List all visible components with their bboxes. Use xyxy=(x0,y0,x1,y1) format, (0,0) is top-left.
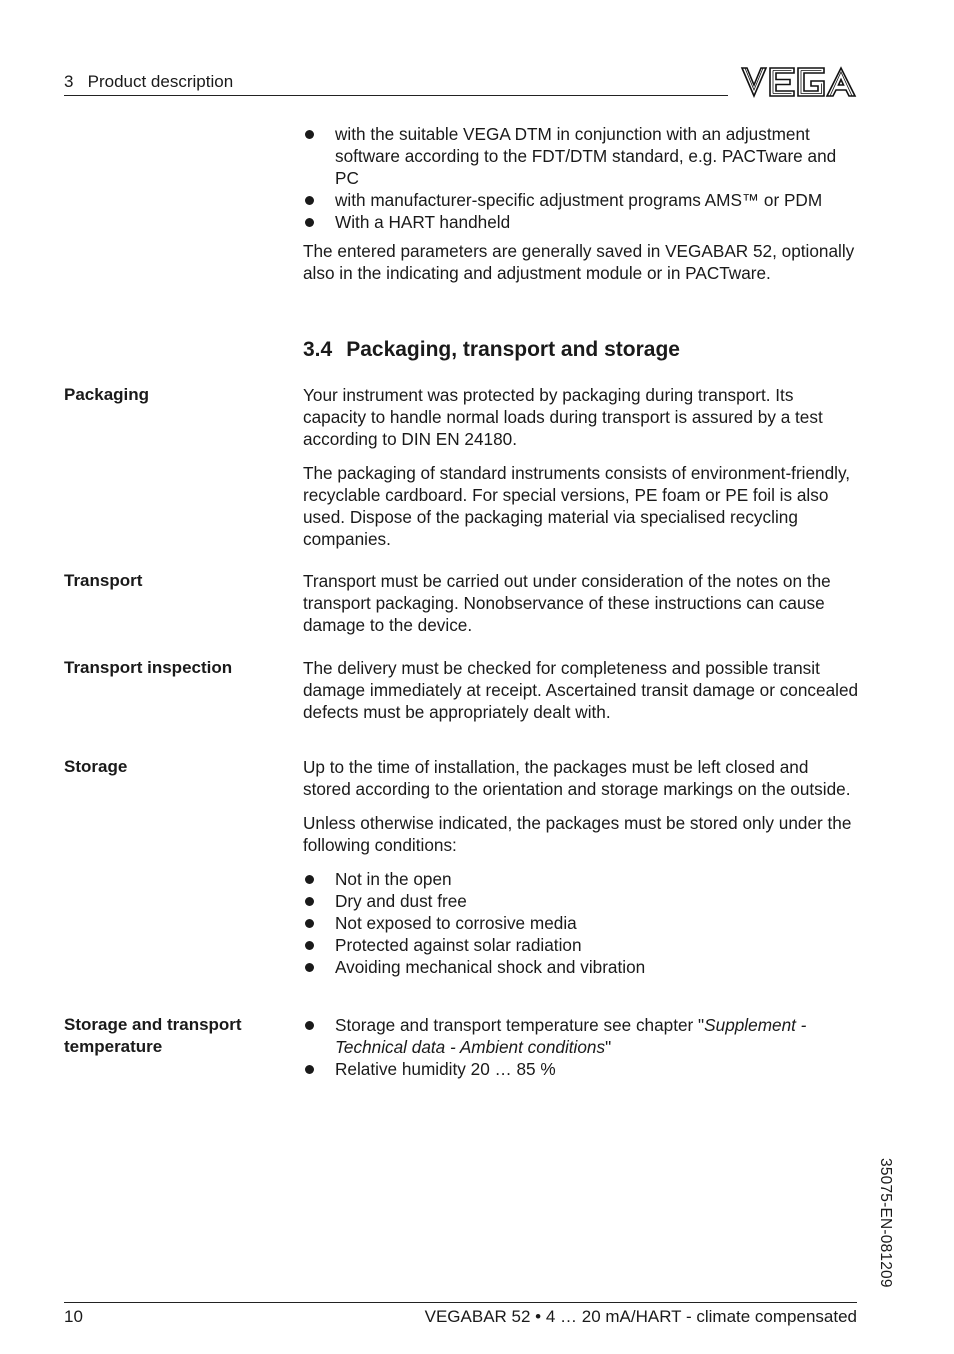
storage-paragraph-2: Unless otherwise indicated, the packages must be stored only under the following conditions: xyxy=(303,813,852,855)
storage-label: Storage xyxy=(64,757,128,776)
list-item: Not exposed to corrosive media xyxy=(303,912,859,934)
document-code: 35075-EN-081209 xyxy=(877,1158,894,1288)
intro-block xyxy=(303,123,859,284)
packaging-label: Packaging xyxy=(64,385,150,404)
list-item: with manufacturer-specific adjustment programs AMS™ or PDM xyxy=(303,189,859,211)
list-item: With a HART handheld xyxy=(303,211,859,233)
packaging-paragraph-2: The packaging of standard instruments consists of environment-friendly, recyclable cardboard. For special versions, PE foam or PE foil is also used. Dispose of the packaging material via specialised recycling companies. xyxy=(303,463,851,549)
packaging-block xyxy=(303,384,859,550)
list-item: with the suitable VEGA DTM in conjunction with an adjustment software according to the FDT/DTM standard, e.g. PACTware and PC xyxy=(303,123,859,189)
temperature-text-end: " xyxy=(605,1037,612,1057)
temperature-text: Storage and transport temperature see chapter " xyxy=(335,1015,705,1035)
transport-inspection-paragraph: The delivery must be checked for completeness and possible transit damage immediately at receipt. Ascertained transit damage or concealed defects must be appropriately dealt with. xyxy=(303,658,859,722)
adjustment-options-list xyxy=(303,123,859,233)
running-header-section: 3 Product description xyxy=(64,72,234,91)
footer-divider xyxy=(64,1302,857,1303)
footer-product-name: VEGABAR 52 • 4 … 20 mA/HART - climate compensated xyxy=(424,1307,857,1326)
header-divider xyxy=(64,95,728,96)
transport-paragraph: Transport must be carried out under consideration of the notes on the transport packaging. Nonobservance of these instructions can cause damage to the device. xyxy=(303,571,831,635)
storage-conditions-list xyxy=(303,868,859,978)
section-title: Packaging, transport and storage xyxy=(346,338,680,361)
transport-inspection-block xyxy=(303,657,859,723)
list-item: Dry and dust free xyxy=(303,890,859,912)
packaging-paragraph-1: Your instrument was protected by packaging during transport. Its capacity to handle normal loads during transport is assured by a test according to DIN EN 24180. xyxy=(303,385,823,449)
page-number: 10 xyxy=(64,1307,83,1326)
storage-temperature-label: Storage and transport temperature xyxy=(64,1015,242,1056)
section-heading xyxy=(303,337,680,363)
parameters-saved-paragraph: The entered parameters are generally saved in VEGABAR 52, optionally also in the indicating and adjustment module or in PACTware. xyxy=(303,241,855,283)
list-item: Protected against solar radiation xyxy=(303,934,859,956)
transport-block xyxy=(303,570,859,636)
transport-label: Transport xyxy=(64,571,143,590)
vega-logo xyxy=(740,66,857,98)
section-number: 3.4 xyxy=(303,338,333,361)
storage-paragraph-1: Up to the time of installation, the packages must be left closed and stored according to the orientation and storage markings on the outside. xyxy=(303,757,851,799)
storage-temperature-block xyxy=(303,1014,859,1080)
list-item: Not in the open xyxy=(303,868,859,890)
storage-temperature-list xyxy=(303,1014,859,1080)
list-item: Avoiding mechanical shock and vibration xyxy=(303,956,859,978)
list-item: Relative humidity 20 … 85 % xyxy=(303,1058,859,1080)
storage-block xyxy=(303,756,859,978)
chapter-reference: Supplement - Technical data - Ambient conditions xyxy=(335,1015,807,1057)
transport-inspection-label: Transport inspection xyxy=(64,658,233,677)
list-item xyxy=(303,1014,859,1058)
